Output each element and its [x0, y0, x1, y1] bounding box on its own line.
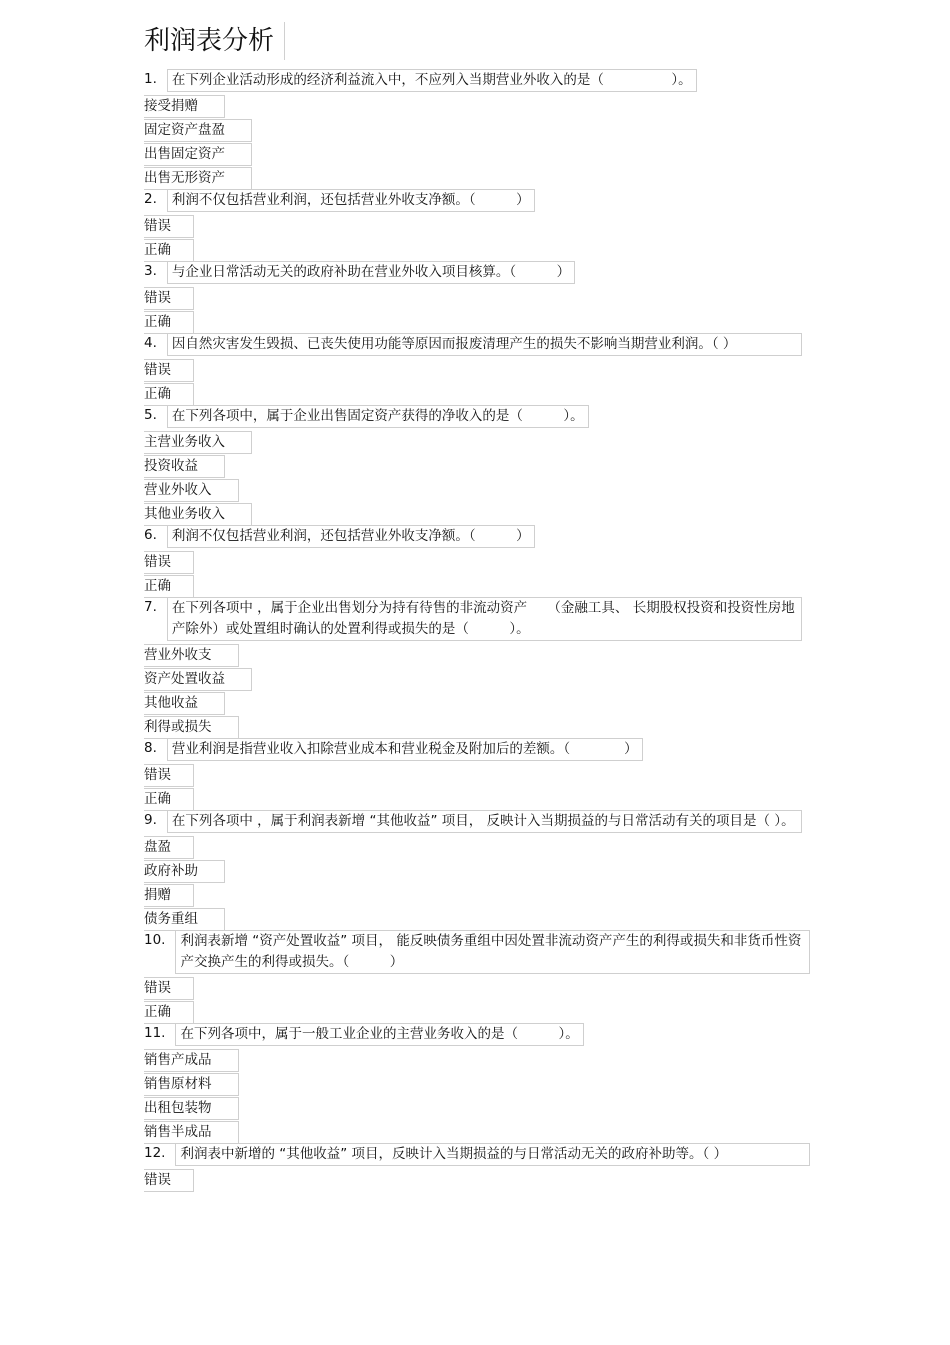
answer-option[interactable] [144, 1169, 808, 1190]
answer-option-label: 主营业务收入 [144, 431, 252, 454]
answer-option-label: 正确 [144, 239, 194, 262]
answer-option[interactable] [144, 551, 808, 572]
answer-option[interactable] [144, 311, 808, 332]
answer-option-label: 错误 [144, 215, 194, 238]
question-4 [144, 333, 808, 356]
question-text: 在下列各项中 ，属于企业出售划分为持有待售的非流动资产 （金融工具、 长期股权投资和投资性房地产除外）或处置组时确认的处置利得或损失的是（ ）。 [167, 597, 802, 641]
answer-option-label: 资产处置收益 [144, 668, 252, 691]
answer-option[interactable] [144, 836, 808, 857]
answer-option[interactable] [144, 1001, 808, 1022]
question-number: 9. [144, 812, 157, 828]
answer-option[interactable] [144, 455, 808, 476]
answer-option[interactable] [144, 287, 808, 308]
question-9 [144, 810, 808, 833]
question-11 [144, 1023, 808, 1046]
answer-option-label: 销售产成品 [144, 1049, 239, 1072]
question-number: 12. [144, 1145, 166, 1161]
question-number: 2. [144, 191, 157, 207]
answer-option-label: 销售原材料 [144, 1073, 239, 1096]
answer-option-label: 政府补助 [144, 860, 225, 883]
question-text: 利润表中新增的 “其他收益” 项目，反映计入当期损益的与日常活动无关的政府补助等。（ ） [175, 1143, 810, 1166]
answer-option[interactable] [144, 383, 808, 404]
answer-option-label: 正确 [144, 575, 194, 598]
question-text: 营业利润是指营业收入扣除营业成本和营业税金及附加后的差额。（ ） [167, 738, 643, 761]
answer-option[interactable] [144, 431, 808, 452]
question-number: 8. [144, 740, 157, 756]
answer-option-label: 营业外收入 [144, 479, 239, 502]
question-text: 在下列各项中，属于企业出售固定资产获得的净收入的是（ ）。 [167, 405, 589, 428]
question-text: 在下列各项中 ，属于利润表新增 “其他收益” 项目， 反映计入当期损益的与日常活动有关的项目是（ ）。 [167, 810, 802, 833]
question-number: 1. [144, 71, 157, 87]
answer-option-label: 接受捐赠 [144, 95, 225, 118]
question-text: 利润不仅包括营业利润，还包括营业外收支净额。（ ） [167, 189, 535, 212]
answer-option-label: 利得或损失 [144, 716, 239, 739]
answer-option-label: 盘盈 [144, 836, 194, 859]
document [144, 22, 808, 1190]
answer-option[interactable] [144, 167, 808, 188]
answer-option-label: 捐赠 [144, 884, 194, 907]
answer-option[interactable] [144, 503, 808, 524]
answer-option[interactable] [144, 1073, 808, 1094]
answer-option[interactable] [144, 644, 808, 665]
question-6 [144, 525, 808, 548]
answer-option-label: 正确 [144, 1001, 194, 1024]
question-number: 10. [144, 932, 166, 948]
answer-option-label: 出售固定资产 [144, 143, 252, 166]
answer-option-label: 错误 [144, 359, 194, 382]
answer-option[interactable] [144, 788, 808, 809]
answer-option[interactable] [144, 575, 808, 596]
answer-option-label: 其他业务收入 [144, 503, 252, 526]
answer-option[interactable] [144, 692, 808, 713]
question-12 [144, 1143, 808, 1166]
question-5 [144, 405, 808, 428]
answer-option-label: 销售半成品 [144, 1121, 239, 1144]
question-text: 在下列各项中，属于一般工业企业的主营业务收入的是（ ）。 [175, 1023, 583, 1046]
answer-option-label: 正确 [144, 788, 194, 811]
question-7 [144, 597, 808, 641]
answer-option[interactable] [144, 668, 808, 689]
answer-option[interactable] [144, 860, 808, 881]
answer-option-label: 正确 [144, 311, 194, 334]
answer-option[interactable] [144, 1049, 808, 1070]
question-1 [144, 69, 808, 92]
answer-option-label: 错误 [144, 287, 194, 310]
question-number: 11. [144, 1025, 166, 1041]
answer-option[interactable] [144, 1121, 808, 1142]
page-title: 利润表分析 [144, 22, 285, 60]
question-text: 因自然灾害发生毁损、已丧失使用功能等原因而报废清理产生的损失不影响当期营业利润。（ ） [167, 333, 802, 356]
question-number: 6. [144, 527, 157, 543]
answer-option[interactable] [144, 239, 808, 260]
question-number: 4. [144, 335, 157, 351]
answer-option[interactable] [144, 359, 808, 380]
answer-option[interactable] [144, 143, 808, 164]
answer-option-label: 错误 [144, 977, 194, 1000]
answer-option-label: 错误 [144, 1169, 194, 1192]
answer-option[interactable] [144, 479, 808, 500]
question-3 [144, 261, 808, 284]
answer-option-label: 错误 [144, 551, 194, 574]
answer-option-label: 投资收益 [144, 455, 225, 478]
answer-option-label: 营业外收支 [144, 644, 239, 667]
answer-option[interactable] [144, 977, 808, 998]
question-number: 3. [144, 263, 157, 279]
question-2 [144, 189, 808, 212]
question-text: 利润不仅包括营业利润，还包括营业外收支净额。（ ） [167, 525, 535, 548]
question-number: 5. [144, 407, 157, 423]
answer-option-label: 出租包装物 [144, 1097, 239, 1120]
answer-option[interactable] [144, 908, 808, 929]
answer-option[interactable] [144, 95, 808, 116]
question-text: 利润表新增 “资产处置收益” 项目， 能反映债务重组中因处置非流动资产产生的利得或损失和非货币性资产交换产生的利得或损失。（ ） [175, 930, 810, 974]
answer-option-label: 出售无形资产 [144, 167, 252, 190]
question-list [144, 69, 808, 1190]
question-10 [144, 930, 808, 974]
answer-option-label: 固定资产盘盈 [144, 119, 252, 142]
answer-option[interactable] [144, 119, 808, 140]
question-text: 在下列企业活动形成的经济利益流入中，不应列入当期营业外收入的是（ ）。 [167, 69, 697, 92]
answer-option[interactable] [144, 884, 808, 905]
answer-option-label: 错误 [144, 764, 194, 787]
question-text: 与企业日常活动无关的政府补助在营业外收入项目核算。（ ） [167, 261, 575, 284]
answer-option-label: 正确 [144, 383, 194, 406]
question-number: 7. [144, 599, 157, 615]
answer-option-label: 债务重组 [144, 908, 225, 931]
answer-option[interactable] [144, 1097, 808, 1118]
answer-option[interactable] [144, 764, 808, 785]
answer-option[interactable] [144, 716, 808, 737]
answer-option[interactable] [144, 215, 808, 236]
answer-option-label: 其他收益 [144, 692, 225, 715]
question-8 [144, 738, 808, 761]
